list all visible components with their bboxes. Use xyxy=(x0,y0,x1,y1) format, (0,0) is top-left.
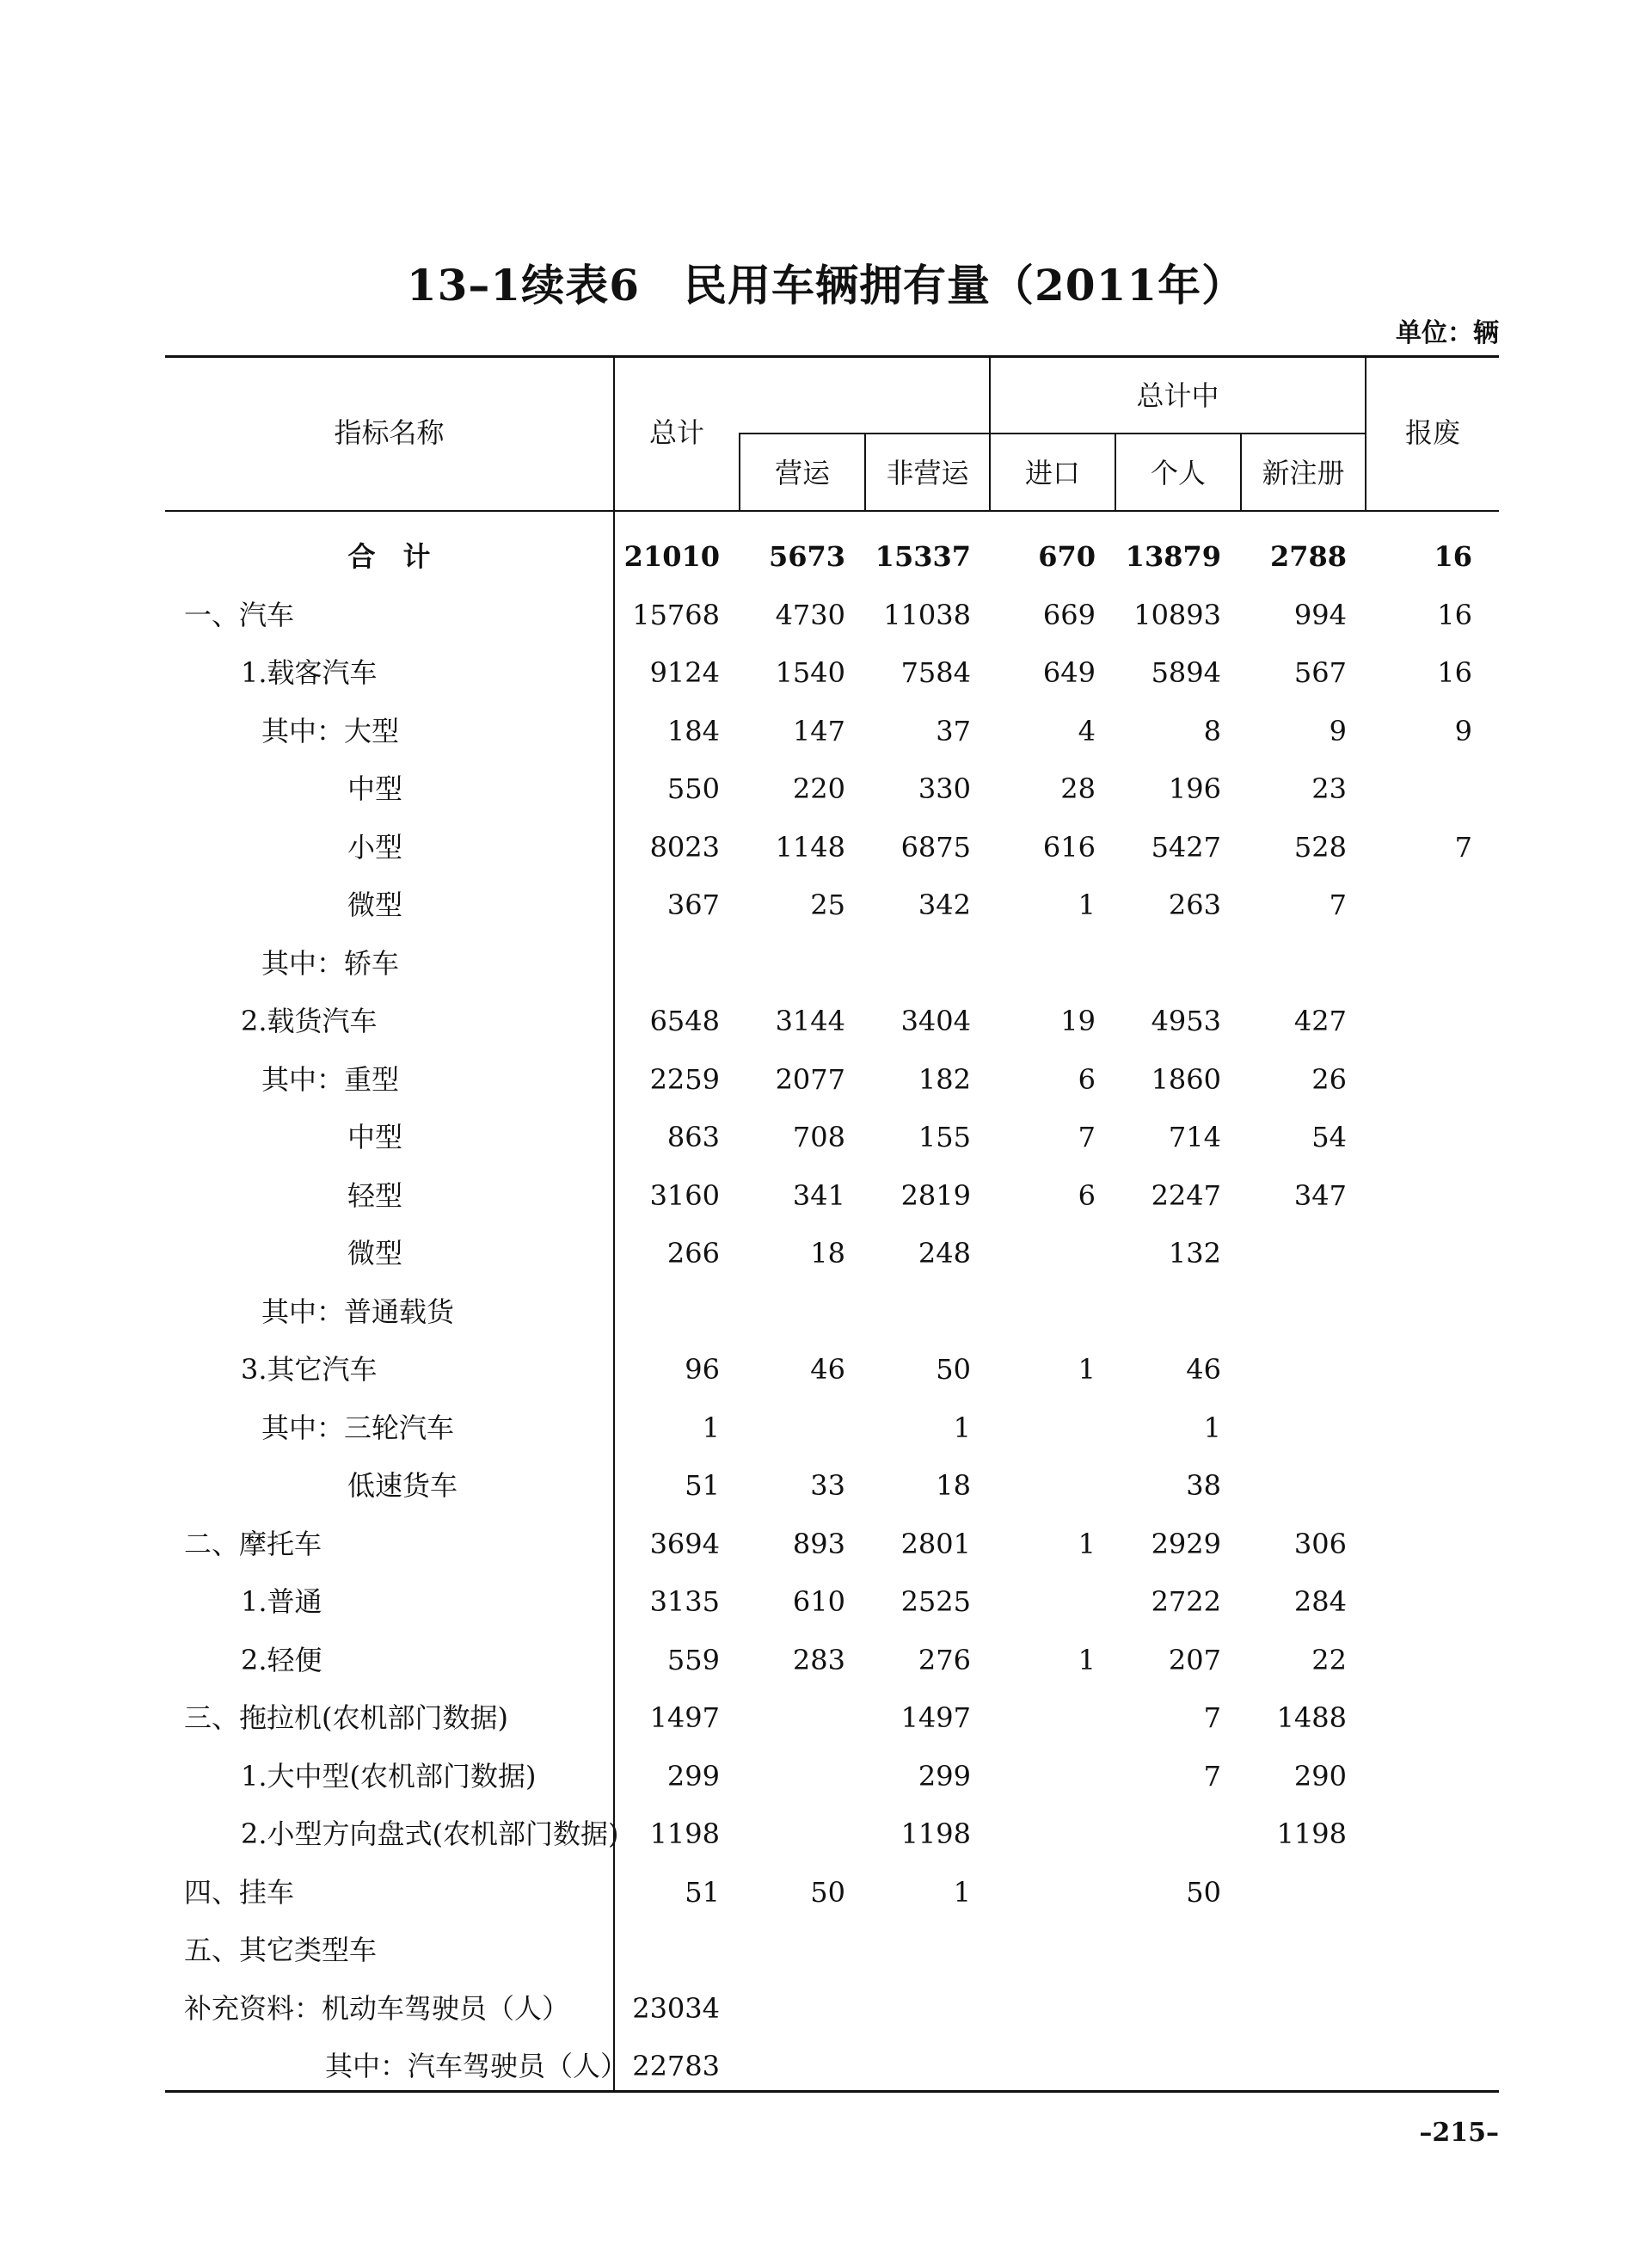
row-label: 其中：汽车驾驶员（人） xyxy=(325,2050,629,2082)
row-value: 6875 xyxy=(900,830,971,864)
row-label: 一、汽车 xyxy=(184,598,295,631)
row-value: 347 xyxy=(1293,1178,1347,1212)
row-value: 15768 xyxy=(632,598,720,631)
row-label: 2.小型方向盘式(农机部门数据) xyxy=(241,1817,619,1850)
row-value: 51 xyxy=(685,1469,720,1502)
row-label: 微型 xyxy=(347,889,403,921)
row-value: 220 xyxy=(792,772,845,805)
row-value: 22783 xyxy=(632,2050,720,2082)
row-value: 4730 xyxy=(775,598,845,631)
row-label: 其中：大型 xyxy=(261,714,400,747)
row-label: 1.大中型(农机部门数据) xyxy=(241,1759,537,1793)
row-value: 9 xyxy=(1329,714,1347,747)
row-value: 610 xyxy=(792,1585,845,1618)
row-value: 342 xyxy=(918,889,971,921)
row-value: 1540 xyxy=(775,656,845,689)
header-of-total-group: 总计中 xyxy=(1136,379,1219,412)
row-value: 155 xyxy=(918,1121,971,1153)
row-value: 7 xyxy=(1203,1759,1221,1793)
row-value: 266 xyxy=(666,1237,720,1270)
table-row xyxy=(165,1688,1499,1747)
row-value: 1148 xyxy=(775,830,845,864)
row-label: 微型 xyxy=(347,1237,403,1270)
row-value: 6 xyxy=(1078,1178,1096,1212)
row-label: 低速货车 xyxy=(347,1469,458,1502)
row-value: 50 xyxy=(936,1353,971,1386)
row-value: 2077 xyxy=(775,1062,845,1096)
row-value: 26 xyxy=(1311,1062,1347,1096)
row-value: 16 xyxy=(1434,540,1472,573)
row-value: 1198 xyxy=(900,1817,971,1850)
row-value: 649 xyxy=(1042,656,1096,689)
row-value: 196 xyxy=(1168,772,1221,805)
row-value: 341 xyxy=(792,1178,845,1212)
row-value: 23034 xyxy=(632,1991,720,2025)
row-value: 16 xyxy=(1437,598,1472,631)
table-row xyxy=(165,2037,1499,2095)
row-value: 15337 xyxy=(875,540,971,573)
row-value: 283 xyxy=(792,1643,845,1676)
row-value: 1488 xyxy=(1276,1701,1347,1734)
table-row xyxy=(165,1108,1499,1166)
row-value: 670 xyxy=(1038,540,1096,573)
row-value: 863 xyxy=(666,1121,720,1153)
row-value: 6548 xyxy=(649,1005,720,1037)
table-row xyxy=(165,1515,1499,1573)
table-row xyxy=(165,1456,1499,1515)
row-value: 559 xyxy=(666,1643,720,1676)
row-value: 306 xyxy=(1293,1527,1347,1560)
row-value: 184 xyxy=(666,714,720,747)
row-value: 1 xyxy=(1078,1643,1096,1676)
row-value: 28 xyxy=(1060,772,1096,805)
row-value: 669 xyxy=(1042,598,1096,631)
row-value: 616 xyxy=(1042,830,1096,864)
row-value: 54 xyxy=(1311,1121,1347,1153)
row-value: 3160 xyxy=(649,1178,720,1212)
row-value: 50 xyxy=(1186,1875,1221,1909)
row-value: 893 xyxy=(792,1527,845,1560)
row-value: 1 xyxy=(953,1875,971,1909)
header-operating: 营运 xyxy=(774,457,830,489)
table-row xyxy=(165,586,1499,644)
row-label: 2.轻便 xyxy=(241,1643,322,1676)
table-row xyxy=(165,1747,1499,1805)
table-row xyxy=(165,818,1499,876)
row-value: 6 xyxy=(1078,1062,1096,1096)
row-value: 3404 xyxy=(900,1005,971,1037)
header-subrule-left xyxy=(739,433,989,434)
unit-label: 单位：辆 xyxy=(1396,318,1499,348)
row-label: 中型 xyxy=(347,1121,403,1153)
table-top-rule xyxy=(165,355,1499,358)
row-label: 2.载货汽车 xyxy=(241,1005,378,1037)
row-value: 18 xyxy=(936,1469,971,1502)
row-label: 其中：普通载货 xyxy=(261,1295,455,1328)
row-value: 4953 xyxy=(1151,1005,1221,1037)
table-row xyxy=(165,702,1499,760)
row-value: 550 xyxy=(666,772,720,805)
header-scrapped: 报废 xyxy=(1404,416,1460,449)
row-label: 小型 xyxy=(347,830,403,864)
table-row xyxy=(165,1805,1499,1863)
table-header-rule xyxy=(165,510,1499,512)
row-value: 33 xyxy=(810,1469,845,1502)
row-value: 1 xyxy=(1078,1527,1096,1560)
row-label: 其中：重型 xyxy=(261,1062,400,1096)
table-row xyxy=(165,1979,1499,2038)
header-indicator: 指标名称 xyxy=(334,416,445,449)
row-value: 9124 xyxy=(649,656,720,689)
row-value: 528 xyxy=(1293,830,1347,864)
row-value: 7 xyxy=(1203,1701,1221,1734)
row-label: 3.其它汽车 xyxy=(241,1353,378,1386)
row-value: 51 xyxy=(685,1875,720,1909)
row-value: 13879 xyxy=(1125,540,1221,573)
row-label: 1.普通 xyxy=(241,1585,322,1618)
row-value: 1 xyxy=(953,1411,971,1444)
row-value: 1 xyxy=(1078,1353,1096,1386)
row-value: 2259 xyxy=(649,1062,720,1096)
row-value: 2788 xyxy=(1269,540,1347,573)
row-value: 7 xyxy=(1329,889,1347,921)
row-value: 5427 xyxy=(1151,830,1221,864)
row-value: 182 xyxy=(918,1062,971,1096)
row-value: 1497 xyxy=(649,1701,720,1734)
row-value: 299 xyxy=(918,1759,971,1793)
table-row xyxy=(165,1631,1499,1689)
row-value: 23 xyxy=(1311,772,1347,805)
row-value: 8023 xyxy=(649,830,720,864)
row-value: 3135 xyxy=(649,1585,720,1618)
row-label: 其中：轿车 xyxy=(261,946,400,980)
row-value: 994 xyxy=(1293,598,1347,631)
row-label: 三、拖拉机(农机部门数据) xyxy=(184,1701,508,1734)
row-value: 25 xyxy=(810,889,845,921)
row-value: 2801 xyxy=(900,1527,971,1560)
header-subrule-right xyxy=(989,433,1365,434)
row-value: 299 xyxy=(666,1759,720,1793)
row-value: 7 xyxy=(1078,1121,1096,1153)
row-value: 5673 xyxy=(768,540,845,573)
row-value: 284 xyxy=(1293,1585,1347,1618)
table-row xyxy=(165,876,1499,934)
row-value: 7584 xyxy=(900,656,971,689)
row-value: 2247 xyxy=(1151,1178,1221,1212)
table-row xyxy=(165,1863,1499,1922)
table-row xyxy=(165,1166,1499,1225)
row-value: 9 xyxy=(1454,714,1472,747)
row-value: 427 xyxy=(1293,1005,1347,1037)
table-row xyxy=(165,1921,1499,1979)
row-value: 714 xyxy=(1168,1121,1221,1153)
row-value: 567 xyxy=(1293,656,1347,689)
row-value: 38 xyxy=(1186,1469,1221,1502)
row-label: 1.载客汽车 xyxy=(241,656,378,689)
row-value: 2929 xyxy=(1151,1527,1221,1560)
page-number: –215– xyxy=(1419,2118,1499,2148)
table-row xyxy=(165,527,1499,586)
row-value: 290 xyxy=(1293,1759,1347,1793)
row-label: 合 计 xyxy=(347,540,431,573)
row-value: 96 xyxy=(685,1353,720,1386)
row-value: 21010 xyxy=(623,540,720,573)
row-value: 1 xyxy=(1203,1411,1221,1444)
table-row xyxy=(165,643,1499,702)
header-private: 个人 xyxy=(1150,457,1206,489)
table-row xyxy=(165,1340,1499,1399)
row-value: 1 xyxy=(702,1411,720,1444)
row-value: 22 xyxy=(1311,1643,1347,1676)
row-value: 1860 xyxy=(1151,1062,1221,1096)
row-value: 263 xyxy=(1168,889,1221,921)
row-value: 147 xyxy=(792,714,845,747)
row-label: 补充资料：机动车驾驶员（人） xyxy=(184,1991,570,2025)
row-label: 二、摩托车 xyxy=(184,1527,322,1560)
row-label: 五、其它类型车 xyxy=(184,1934,378,1966)
row-value: 248 xyxy=(918,1237,971,1270)
table-row xyxy=(165,1399,1499,1457)
row-value: 367 xyxy=(666,889,720,921)
row-label: 中型 xyxy=(347,772,403,805)
row-value: 276 xyxy=(918,1643,971,1676)
row-value: 11038 xyxy=(883,598,971,631)
row-label: 四、挂车 xyxy=(184,1875,295,1909)
row-value: 3144 xyxy=(775,1005,845,1037)
row-value: 1198 xyxy=(649,1817,720,1850)
row-value: 46 xyxy=(1186,1353,1221,1386)
row-value: 207 xyxy=(1168,1643,1221,1676)
table-row xyxy=(165,1224,1499,1282)
row-value: 708 xyxy=(792,1121,845,1153)
row-value: 1 xyxy=(1078,889,1096,921)
row-value: 132 xyxy=(1168,1237,1221,1270)
row-value: 19 xyxy=(1060,1005,1096,1037)
header-newly-registered: 新注册 xyxy=(1262,457,1345,489)
table-row xyxy=(165,1050,1499,1109)
row-label: 轻型 xyxy=(347,1178,403,1212)
row-value: 2525 xyxy=(900,1585,971,1618)
row-value: 4 xyxy=(1078,714,1096,747)
row-value: 50 xyxy=(810,1875,845,1909)
row-value: 5894 xyxy=(1151,656,1221,689)
row-value: 8 xyxy=(1203,714,1221,747)
row-label: 其中：三轮汽车 xyxy=(261,1411,455,1444)
row-value: 330 xyxy=(918,772,971,805)
table-row xyxy=(165,992,1499,1050)
table-row xyxy=(165,1282,1499,1341)
row-value: 16 xyxy=(1437,656,1472,689)
table-row xyxy=(165,1572,1499,1631)
row-value: 7 xyxy=(1454,830,1472,864)
row-value: 3694 xyxy=(649,1527,720,1560)
header-non-operating: 非营运 xyxy=(886,457,969,489)
header-imported: 进口 xyxy=(1024,457,1080,489)
row-value: 46 xyxy=(810,1353,845,1386)
row-value: 37 xyxy=(936,714,971,747)
row-value: 1198 xyxy=(1276,1817,1347,1850)
row-value: 10893 xyxy=(1133,598,1221,631)
table-row xyxy=(165,760,1499,818)
row-value: 1497 xyxy=(900,1701,971,1734)
row-value: 2722 xyxy=(1151,1585,1221,1618)
table-row xyxy=(165,934,1499,993)
row-value: 18 xyxy=(810,1237,845,1270)
page-title: 13–1续表6 民用车辆拥有量（2011年） xyxy=(406,260,1246,311)
header-total: 总计 xyxy=(648,416,704,449)
row-value: 2819 xyxy=(900,1178,971,1212)
